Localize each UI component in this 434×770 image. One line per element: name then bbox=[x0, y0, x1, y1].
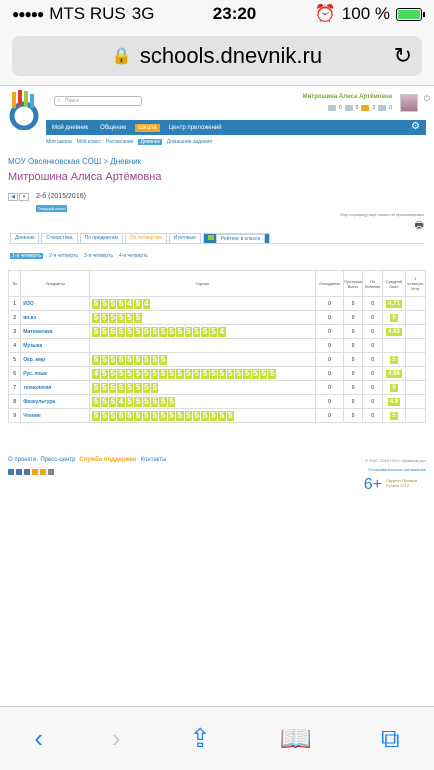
row-number: 8 bbox=[9, 395, 21, 409]
mark[interactable]: 5 bbox=[219, 410, 225, 420]
avatar[interactable] bbox=[400, 94, 418, 112]
tab-by-quarter[interactable]: По четвертям bbox=[125, 233, 167, 244]
average-cell bbox=[383, 353, 405, 367]
copyright: © 2007–2015 ООО «Дневник.ру» bbox=[365, 458, 426, 463]
marks-cell bbox=[90, 297, 316, 311]
absence-total: 0 bbox=[344, 395, 363, 409]
mark[interactable]: 5 bbox=[110, 410, 115, 420]
final-cell bbox=[405, 311, 425, 325]
mark[interactable]: 5 bbox=[194, 368, 199, 378]
mark[interactable]: 5 bbox=[160, 396, 166, 406]
mark[interactable]: 5 bbox=[194, 326, 199, 336]
mark[interactable]: 5 bbox=[93, 354, 99, 364]
mark[interactable]: 5 bbox=[102, 312, 107, 322]
grades-table bbox=[8, 270, 426, 423]
late-count: 0 bbox=[315, 395, 343, 409]
power-icon[interactable]: ⏻ bbox=[423, 94, 430, 103]
mark[interactable]: 5 bbox=[152, 368, 157, 378]
mark[interactable]: 5 bbox=[211, 368, 216, 378]
quarter-tabs bbox=[10, 253, 148, 259]
average-cell bbox=[383, 311, 405, 325]
mark[interactable]: 5 bbox=[110, 326, 115, 336]
final-cell bbox=[405, 353, 425, 367]
footer-press[interactable]: Пресс-центр bbox=[40, 457, 76, 463]
average-cell bbox=[383, 339, 405, 353]
marks-cell bbox=[90, 409, 316, 423]
absence-total: 0 bbox=[344, 339, 363, 353]
subject-name[interactable]: Физкультура bbox=[21, 395, 90, 409]
mark[interactable]: 5 bbox=[93, 382, 99, 392]
average-cell bbox=[383, 409, 405, 423]
mark[interactable]: 5 bbox=[152, 326, 157, 336]
absence-ill: 0 bbox=[362, 409, 382, 423]
mark[interactable]: 5 bbox=[169, 368, 174, 378]
nav-my-diary[interactable]: Мой дневник bbox=[52, 124, 89, 131]
mark[interactable]: 5 bbox=[127, 382, 132, 392]
quarter-1[interactable]: 1-я четверть bbox=[12, 253, 41, 259]
mark[interactable]: 5 bbox=[93, 410, 99, 420]
mark[interactable]: 5 bbox=[135, 396, 141, 406]
social-links bbox=[8, 469, 54, 475]
col-total: Пропуски Всего bbox=[344, 271, 363, 297]
notifications-row: 0 0 2 0 bbox=[328, 105, 392, 111]
status-bar bbox=[0, 0, 434, 28]
marks-cell bbox=[90, 311, 316, 325]
mark[interactable]: 5 bbox=[110, 312, 115, 322]
subject-name[interactable]: Музыка bbox=[21, 339, 90, 353]
table-row bbox=[9, 311, 426, 325]
class-switcher bbox=[8, 193, 29, 201]
people-icon[interactable] bbox=[345, 105, 353, 111]
mark[interactable]: 5 bbox=[135, 298, 141, 308]
events-icon[interactable] bbox=[361, 105, 369, 111]
table-row bbox=[9, 367, 426, 381]
tab-rating[interactable]: Рейтинг в классе bbox=[203, 233, 271, 244]
mark[interactable]: 5 bbox=[269, 368, 275, 378]
forward-icon[interactable]: › bbox=[111, 723, 121, 753]
mark[interactable]: 5 bbox=[227, 410, 233, 420]
footer-links bbox=[8, 457, 166, 463]
average-cell bbox=[383, 395, 405, 409]
col-late: Опоздания bbox=[315, 271, 343, 297]
mark[interactable]: 5 bbox=[169, 410, 174, 420]
late-count: 0 bbox=[315, 297, 343, 311]
row-number: 2 bbox=[9, 311, 21, 325]
mark[interactable]: 5 bbox=[118, 326, 124, 336]
subject-name[interactable]: ИЗО bbox=[21, 297, 90, 311]
subnav-my-class[interactable]: Мой класс bbox=[76, 139, 101, 145]
row-number: 3 bbox=[9, 325, 21, 339]
browser-toolbar bbox=[0, 706, 434, 770]
mark[interactable]: 5 bbox=[135, 326, 141, 336]
table-row bbox=[9, 395, 426, 409]
web-page bbox=[0, 86, 434, 706]
final-cell bbox=[405, 367, 425, 381]
mark[interactable]: 5 bbox=[135, 382, 141, 392]
average-cell bbox=[383, 325, 405, 339]
absence-ill: 0 bbox=[362, 367, 382, 381]
late-count: 0 bbox=[315, 381, 343, 395]
mark[interactable]: 5 bbox=[236, 368, 241, 378]
marks-cell bbox=[90, 367, 316, 381]
award-badge: Лауреат Премии Рунета 2012 bbox=[386, 478, 417, 488]
mark[interactable]: 5 bbox=[135, 312, 141, 322]
row-number: 7 bbox=[9, 381, 21, 395]
mark[interactable]: 5 bbox=[127, 368, 132, 378]
mark[interactable]: 5 bbox=[127, 410, 132, 420]
mark[interactable]: 4 bbox=[93, 368, 99, 378]
dnevnik-logo[interactable] bbox=[6, 90, 42, 130]
quarter-3[interactable]: 3-я четверть bbox=[84, 253, 113, 259]
row-number: 6 bbox=[9, 367, 21, 381]
mark[interactable]: 5 bbox=[135, 410, 141, 420]
sub-nav bbox=[46, 139, 212, 145]
mark[interactable]: 5 bbox=[118, 298, 124, 308]
subject-name[interactable]: Рус. язык bbox=[21, 367, 90, 381]
average-badge: 5 bbox=[392, 314, 396, 321]
mark[interactable]: 5 bbox=[102, 396, 107, 406]
final-cell bbox=[405, 339, 425, 353]
mark[interactable]: 5 bbox=[152, 410, 157, 420]
marks-cell bbox=[90, 381, 316, 395]
late-count: 0 bbox=[315, 339, 343, 353]
mark[interactable]: 5 bbox=[253, 368, 258, 378]
mark[interactable]: 5 bbox=[160, 410, 166, 420]
mark[interactable]: 5 bbox=[177, 410, 183, 420]
alarm-icon: ⏰ bbox=[314, 4, 336, 23]
nav-messaging[interactable]: Общение bbox=[100, 124, 127, 131]
table-row bbox=[9, 409, 426, 423]
lock-icon: 🔒 bbox=[111, 48, 132, 65]
absence-ill: 0 bbox=[362, 395, 382, 409]
mark[interactable]: 5 bbox=[102, 354, 107, 364]
mark[interactable]: 5 bbox=[93, 298, 99, 308]
mark[interactable]: 5 bbox=[144, 326, 149, 336]
mark[interactable]: 5 bbox=[261, 368, 266, 378]
gear-icon[interactable]: ⚙ bbox=[411, 121, 420, 132]
average-cell bbox=[383, 297, 405, 311]
mark[interactable]: 5 bbox=[110, 368, 115, 378]
mark[interactable]: 4 bbox=[127, 298, 132, 308]
footer-support[interactable]: Служба поддержки bbox=[79, 457, 137, 463]
mark[interactable]: 5 bbox=[152, 354, 157, 364]
mark[interactable]: 5 bbox=[202, 410, 208, 420]
mark[interactable]: 5 bbox=[194, 410, 199, 420]
rss-icon[interactable] bbox=[40, 469, 46, 475]
mark[interactable]: 5 bbox=[110, 298, 115, 308]
mark[interactable]: 5 bbox=[118, 368, 124, 378]
subject-name[interactable]: ин.яз bbox=[21, 311, 90, 325]
average-badge: 5 bbox=[392, 412, 396, 419]
absence-total: 0 bbox=[344, 353, 363, 367]
mark[interactable]: 5 bbox=[169, 396, 174, 406]
link-icon[interactable] bbox=[48, 469, 54, 475]
prev-arrow-icon[interactable]: ◀ bbox=[8, 193, 18, 201]
col-num: № bbox=[9, 271, 21, 297]
mark[interactable]: 5 bbox=[186, 326, 191, 336]
tab-statistics[interactable]: Статистика bbox=[41, 233, 77, 244]
mark[interactable]: 5 bbox=[102, 298, 107, 308]
footer-about[interactable]: О проекте bbox=[8, 457, 37, 463]
mark[interactable]: 5 bbox=[135, 354, 141, 364]
absence-ill: 0 bbox=[362, 339, 382, 353]
mark[interactable]: 5 bbox=[118, 312, 124, 322]
battery-percent: 100 % bbox=[341, 4, 390, 23]
address-bar[interactable] bbox=[12, 36, 422, 76]
mail-icon[interactable] bbox=[328, 105, 336, 111]
mark[interactable]: 5 bbox=[186, 368, 191, 378]
nav-school[interactable]: Школа bbox=[135, 124, 159, 132]
mark[interactable]: 5 bbox=[102, 410, 107, 420]
final-cell bbox=[405, 395, 425, 409]
row-number: 5 bbox=[9, 353, 21, 367]
table-row bbox=[9, 297, 426, 311]
mark[interactable]: 5 bbox=[127, 396, 132, 406]
mark[interactable]: 5 bbox=[219, 368, 225, 378]
table-row bbox=[9, 325, 426, 339]
tab-diary[interactable]: Дневник bbox=[10, 233, 39, 244]
page-title: Митрошина Алиса Артёмовна bbox=[8, 171, 162, 183]
mark[interactable]: 5 bbox=[177, 326, 183, 336]
signal-icon: ●●●●● bbox=[12, 7, 44, 21]
mark[interactable]: 5 bbox=[244, 368, 250, 378]
class-label: 2-б (2015/2016) bbox=[36, 193, 86, 200]
mark[interactable]: 4 bbox=[118, 396, 124, 406]
average-badge: 4.71 bbox=[388, 300, 400, 307]
average-badge: 5 bbox=[392, 356, 396, 363]
mark[interactable]: 5 bbox=[110, 354, 115, 364]
mark[interactable]: 5 bbox=[127, 312, 132, 322]
mark[interactable]: 5 bbox=[144, 396, 149, 406]
marks-cell bbox=[90, 353, 316, 367]
mark[interactable]: 5 bbox=[102, 368, 107, 378]
mark[interactable]: 5 bbox=[93, 326, 99, 336]
average-cell bbox=[383, 367, 405, 381]
mark[interactable]: 5 bbox=[118, 382, 124, 392]
col-avg: Средний балл bbox=[383, 271, 405, 297]
col-marks: Оценки bbox=[90, 271, 316, 297]
late-count: 0 bbox=[315, 409, 343, 423]
reload-icon[interactable]: ↻ bbox=[393, 43, 412, 68]
quarter-2[interactable]: 2-я четверть bbox=[49, 253, 78, 259]
tasks-icon[interactable] bbox=[378, 105, 386, 111]
subject-name[interactable]: технология bbox=[21, 381, 90, 395]
absence-ill: 0 bbox=[362, 297, 382, 311]
mark[interactable]: 5 bbox=[144, 354, 149, 364]
mark[interactable]: 4 bbox=[219, 326, 225, 336]
mark[interactable]: 5 bbox=[152, 382, 157, 392]
marks-cell bbox=[90, 339, 316, 353]
bookmarks-icon[interactable]: 📖 bbox=[279, 723, 313, 753]
mark[interactable]: 5 bbox=[127, 354, 132, 364]
subnav-my-school[interactable]: Моя школа bbox=[46, 139, 72, 145]
user-name[interactable]: Митрошина Алиса Артёмовна bbox=[302, 94, 392, 100]
mark[interactable]: 5 bbox=[144, 368, 149, 378]
late-count: 0 bbox=[315, 367, 343, 381]
marks-cell bbox=[90, 395, 316, 409]
mark[interactable]: 5 bbox=[93, 312, 99, 322]
absence-total: 0 bbox=[344, 381, 363, 395]
table-row bbox=[9, 353, 426, 367]
row-number: 9 bbox=[9, 409, 21, 423]
mark[interactable]: 5 bbox=[144, 382, 149, 392]
mark[interactable]: 5 bbox=[211, 326, 216, 336]
breadcrumb[interactable]: МОУ Овсянковская СОШ > Дневник bbox=[8, 157, 142, 166]
mark[interactable]: 5 bbox=[102, 326, 107, 336]
search-input[interactable]: ○ Поиск bbox=[54, 96, 142, 106]
mark[interactable]: 5 bbox=[110, 396, 115, 406]
mark[interactable]: 5 bbox=[177, 368, 183, 378]
age-rating: 6+ bbox=[363, 476, 382, 493]
absence-total: 0 bbox=[344, 325, 363, 339]
mark[interactable]: 5 bbox=[186, 410, 191, 420]
col-subject: Предметы bbox=[21, 271, 90, 297]
mark[interactable]: 5 bbox=[135, 368, 141, 378]
agreement-link[interactable]: Пользовательское соглашение bbox=[368, 467, 426, 472]
average-badge: 4.93 bbox=[388, 328, 400, 335]
average-badge: 4.9 bbox=[389, 398, 399, 405]
final-cell bbox=[405, 297, 425, 311]
footer-contacts[interactable]: Контакты bbox=[140, 457, 167, 463]
mark[interactable]: 5 bbox=[202, 368, 208, 378]
late-count: 0 bbox=[315, 353, 343, 367]
nav-apps[interactable]: Центр приложений bbox=[168, 124, 222, 131]
row-number: 4 bbox=[9, 339, 21, 353]
print-icon[interactable]: 🖶 bbox=[414, 220, 424, 231]
table-row bbox=[9, 381, 426, 395]
subnav-diary[interactable]: Дневник bbox=[140, 139, 160, 145]
absence-ill: 0 bbox=[362, 353, 382, 367]
mark[interactable]: 5 bbox=[160, 354, 166, 364]
tab-divider bbox=[10, 243, 424, 244]
mark[interactable]: 5 bbox=[144, 410, 149, 420]
late-count: 0 bbox=[315, 325, 343, 339]
absence-total: 0 bbox=[344, 367, 363, 381]
mark[interactable]: 5 bbox=[169, 326, 174, 336]
current-class-badge[interactable]: Текущий класс bbox=[38, 206, 66, 211]
network: 3G bbox=[131, 4, 155, 23]
marks-cell bbox=[90, 325, 316, 339]
subject-name[interactable]: Окр. мир bbox=[21, 353, 90, 367]
battery-icon bbox=[396, 8, 422, 21]
subject-name[interactable]: Математика bbox=[21, 325, 90, 339]
average-cell bbox=[383, 381, 405, 395]
mark[interactable]: 5 bbox=[152, 396, 157, 406]
tab-final[interactable]: Итоговые bbox=[169, 233, 201, 244]
mark[interactable]: 5 bbox=[227, 368, 233, 378]
mark[interactable]: 5 bbox=[202, 326, 208, 336]
mark[interactable]: 4 bbox=[144, 298, 149, 308]
mark[interactable]: 5 bbox=[127, 326, 132, 336]
subject-name[interactable]: Чтение bbox=[21, 409, 90, 423]
ok-icon[interactable] bbox=[32, 469, 38, 475]
absence-total: 0 bbox=[344, 409, 363, 423]
back-icon[interactable]: ‹ bbox=[34, 723, 44, 753]
tabs-icon[interactable]: ⧉ bbox=[381, 722, 400, 753]
share-icon[interactable]: ⇪ bbox=[189, 723, 212, 753]
mark[interactable]: 5 bbox=[160, 326, 166, 336]
row-number: 1 bbox=[9, 297, 21, 311]
final-cell bbox=[405, 409, 425, 423]
tab-by-subject[interactable]: По предметам bbox=[80, 233, 123, 244]
dropdown-arrow-icon[interactable]: ▾ bbox=[19, 193, 29, 201]
rating-icon bbox=[208, 235, 214, 240]
average-badge: 4.96 bbox=[388, 370, 400, 377]
absence-total: 0 bbox=[344, 311, 363, 325]
final-cell bbox=[405, 325, 425, 339]
url-text: schools.dnevnik.ru bbox=[139, 43, 323, 68]
average-badge: 5 bbox=[392, 384, 396, 391]
col-ill: По болезни bbox=[362, 271, 382, 297]
twitter-icon[interactable] bbox=[8, 469, 14, 475]
subnav-homework[interactable]: Домашние задания bbox=[166, 139, 212, 145]
absence-ill: 0 bbox=[362, 311, 382, 325]
clock: 23:20 bbox=[212, 4, 257, 23]
final-cell bbox=[405, 381, 425, 395]
main-nav bbox=[46, 121, 225, 134]
carrier: MTS RUS bbox=[49, 4, 126, 23]
absence-total: 0 bbox=[344, 297, 363, 311]
browser-header bbox=[0, 28, 434, 86]
mark[interactable]: 5 bbox=[93, 396, 99, 406]
mark[interactable]: 5 bbox=[118, 354, 124, 364]
col-final: 1 четверть Итог bbox=[405, 271, 425, 297]
mark[interactable]: 5 bbox=[102, 382, 107, 392]
mark[interactable]: 5 bbox=[211, 410, 216, 420]
mark[interactable]: 5 bbox=[110, 382, 115, 392]
absence-ill: 0 bbox=[362, 381, 382, 395]
table-row bbox=[9, 339, 426, 353]
mark[interactable]: 5 bbox=[118, 410, 124, 420]
quarter-4[interactable]: 4-я четверть bbox=[119, 253, 148, 259]
late-count: 0 bbox=[315, 311, 343, 325]
subnav-schedule[interactable]: Расписание bbox=[105, 139, 134, 145]
mark[interactable]: 5 bbox=[160, 368, 166, 378]
facebook-icon[interactable] bbox=[16, 469, 22, 475]
views-note: Эту страницу еще никто не просматривал bbox=[339, 212, 424, 217]
absence-ill: 0 bbox=[362, 325, 382, 339]
vk-icon[interactable] bbox=[24, 469, 30, 475]
